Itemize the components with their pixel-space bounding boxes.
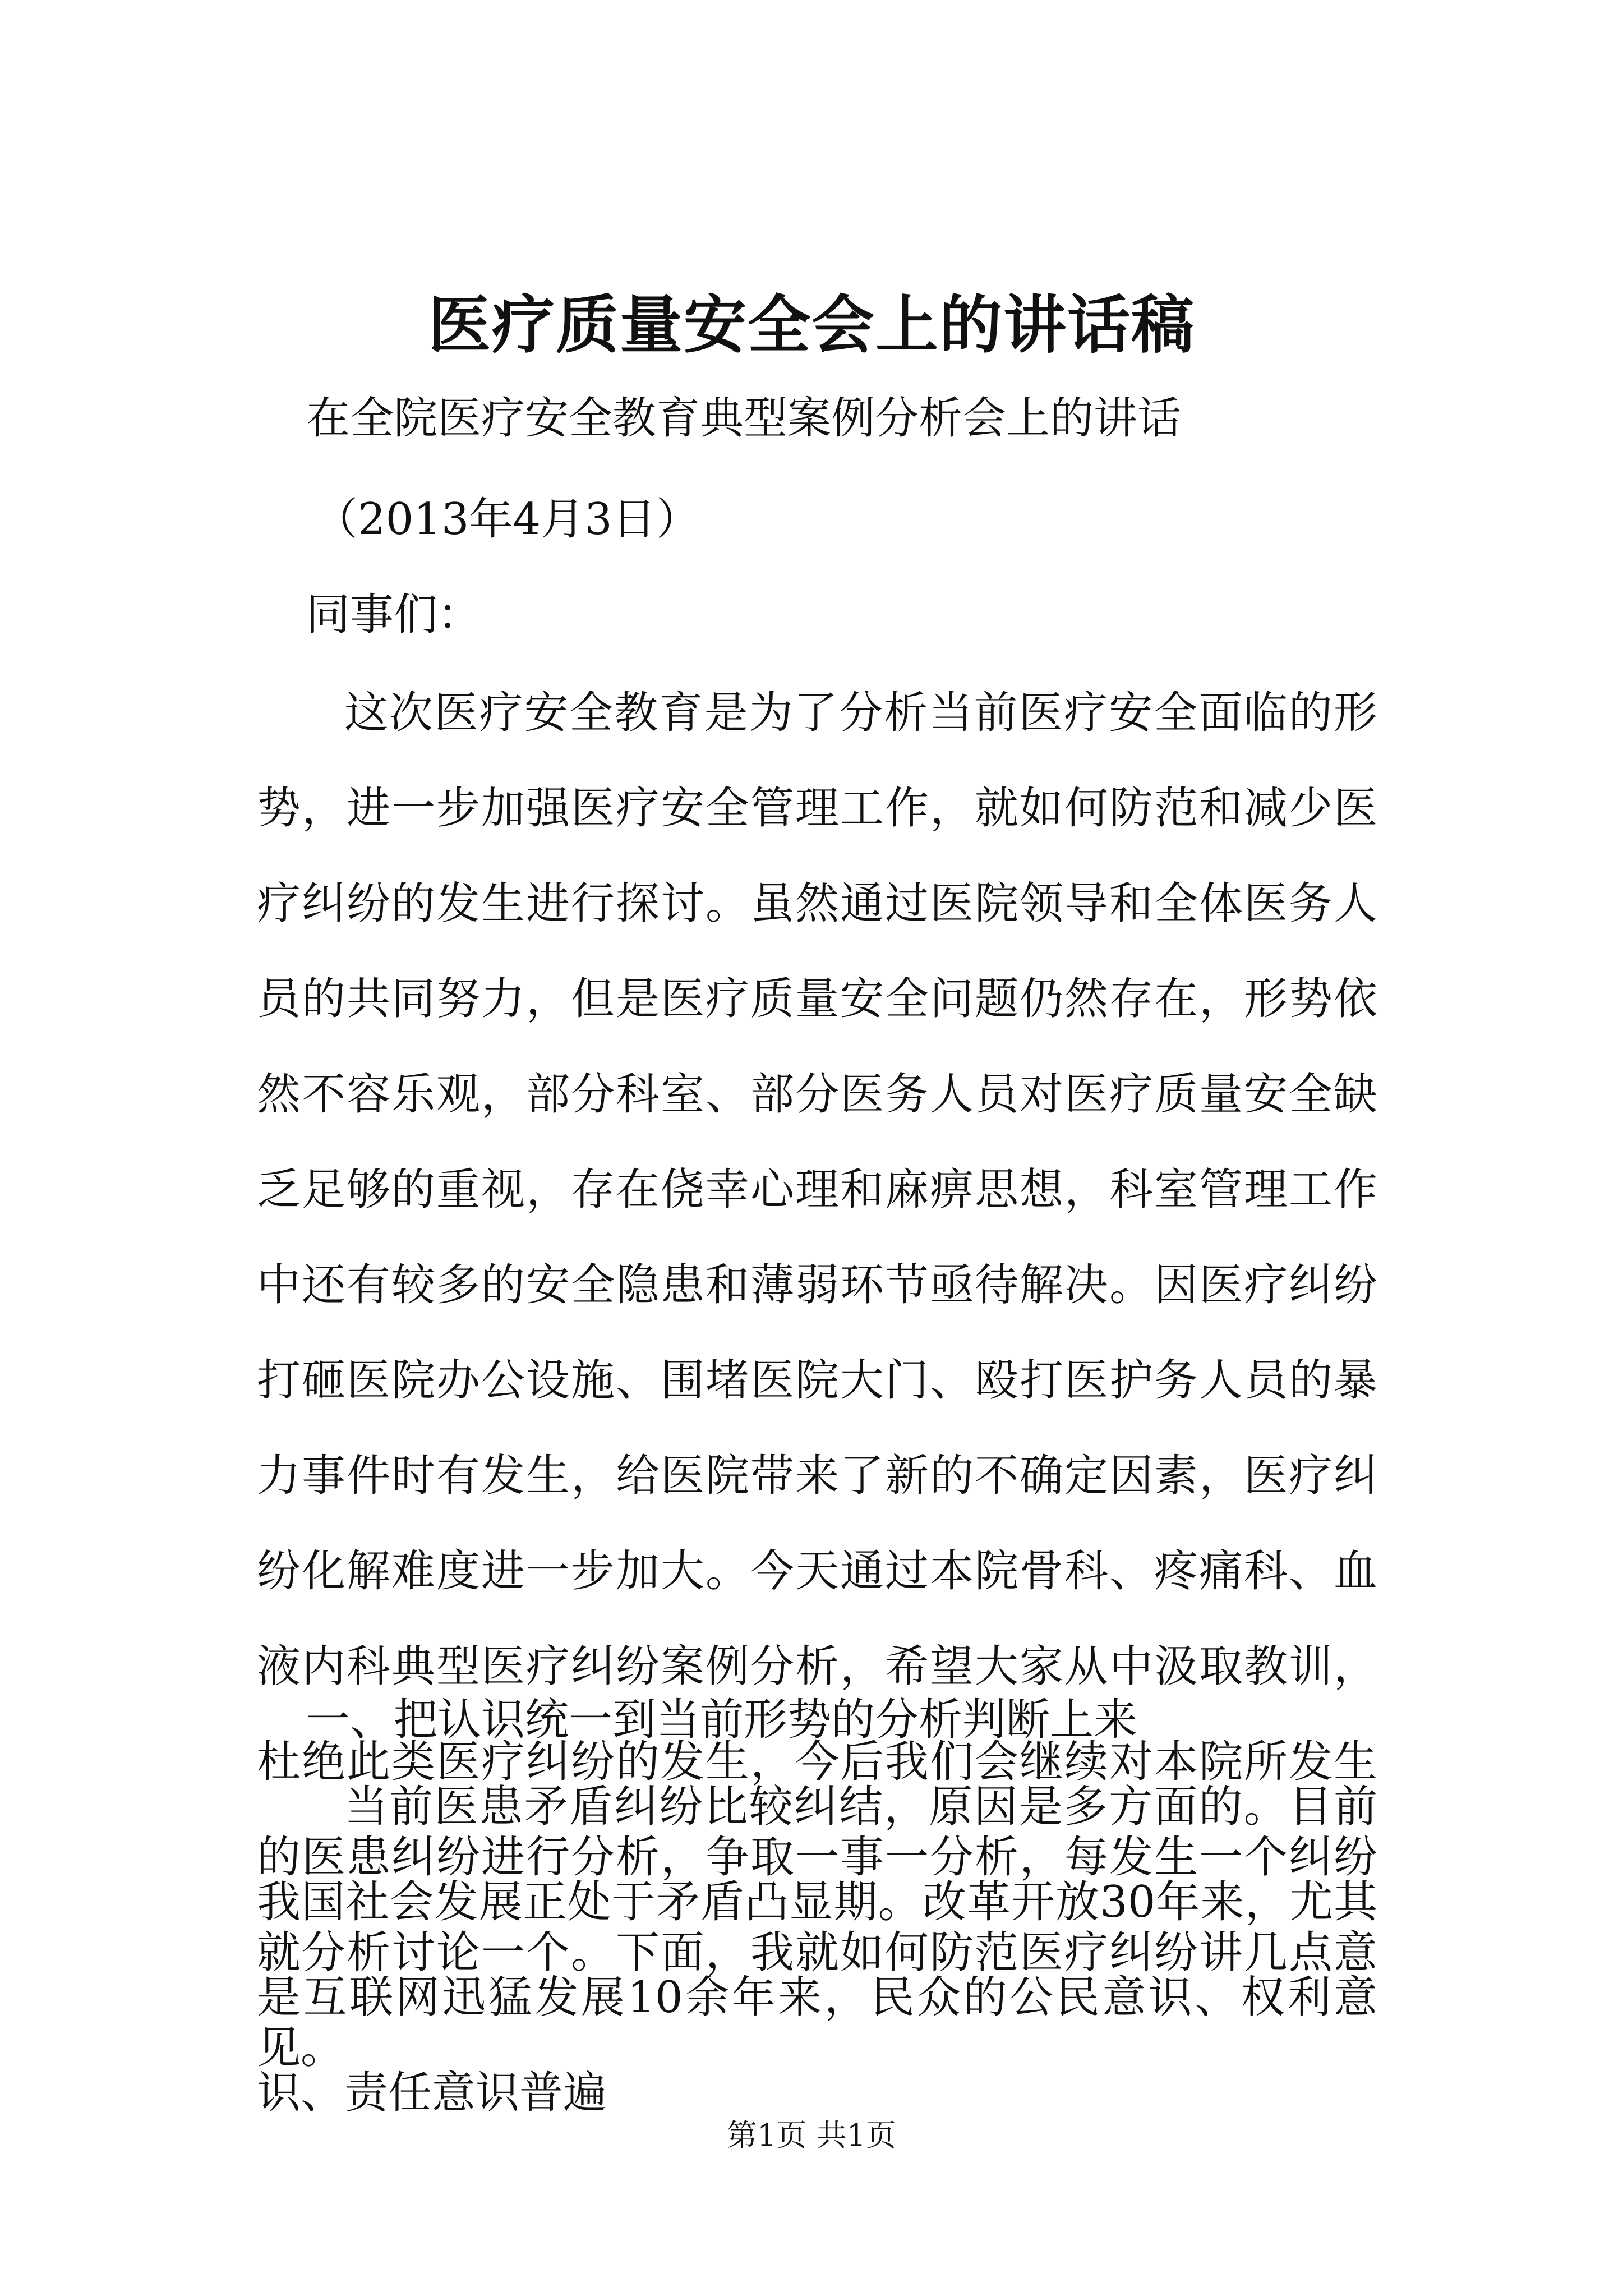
salutation: 同事们： (306, 590, 482, 640)
document-title: 医疗质量安全会上的讲话稿 (428, 288, 1195, 362)
section-heading: 一、把认识统一到当前形势的分析判断上来 (306, 1695, 1138, 1745)
speech-date: （2013年4月3日） (314, 494, 700, 545)
subtitle: 在全院医疗安全教育典型案例分析会上的讲话 (306, 393, 1182, 444)
paragraph-intro: 这次医疗安全教育是为了分析当前医疗安全面临的形势，进一步加强医疗安全管理工作，就如何防范和减少医疗纠纷的发生进行探讨。虽然通过医院领导和全体医务人员的共同努力，但是医疗质量安全问题仍然存在，形势依然不容乐观，部分科室、部分医务人员对医疗质量安全缺乏足够的重视，存在侥幸心理和麻痹思想，科室管理工作中还有较多的安全隐患和薄弱环节亟待解决。因医疗纠纷打砸医院办公设施、围堵医院大门、殴打医护务人员的暴力事件时有发生，给医院带来了新的不确定因素，医疗纠纷化解难度进一步加大。今天通过本院骨科、疼痛科、血液内科典型医疗纠纷案例分析，希望大家从中汲取教训，杜绝此类医疗纠纷的发生，今后我们会继续对本院所发生的医患纠纷进行分析，争取一事一分析，每发生一个纠纷就分析讨论一个。下面，我就如何防范医疗纠纷讲几点意见。 (257, 688, 1377, 2073)
paragraph-situation: 当前医患矛盾纠纷比较纠结，原因是多方面的。目前我国社会发展正处于矛盾凸显期。改革开放30年来，尤其是互联网迅猛发展10余年来，民众的公民意识、权利意识、责任意识普遍 (257, 1782, 1377, 2118)
page-footer: 第1页 共1页 (727, 2118, 896, 2153)
